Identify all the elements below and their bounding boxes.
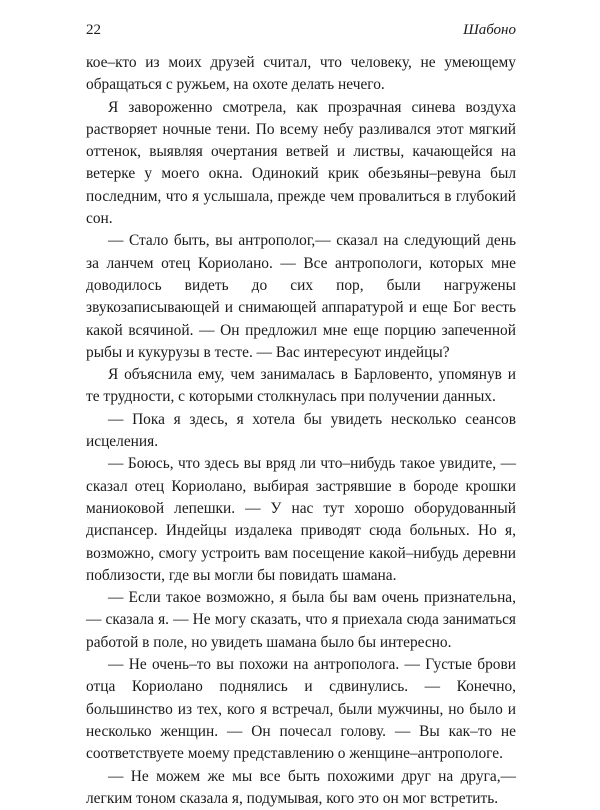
paragraph: Я завороженно смотрела, как прозрачная синева воздуха растворяет ночные тени. По всему небу разливался этот мягкий оттенок, выявляя очертания ветвей и листвы, качающейся на ветерке у моего окна. Одинокий крик обезьяны–ревуна был последним, что я услышала, прежде чем провалиться в глубокий сон. (86, 97, 516, 231)
page-number: 22 (86, 22, 101, 39)
paragraph: — Пока я здесь, я хотела бы увидеть несколько сеансов исцеления. (86, 409, 516, 454)
paragraph: — Если такое возможно, я была бы вам очень признательна, — сказала я. — Не могу сказать, что я приехала сюда заниматься работой в поле, но увидеть шамана было бы интересно. (86, 587, 516, 654)
book-title: Шабоно (463, 22, 516, 39)
paragraph: Я объяснила ему, чем занималась в Барловенто, упомянув и те трудности, с которыми столкнулась при получении данных. (86, 364, 516, 409)
paragraph: — Не очень–то вы похожи на антрополога. — Густые брови отца Кориолано поднялись и сдвинулись. — Конечно, большинство из тех, кого я встречал, были мужчины, но было и несколько женщин. — Он почесал голову. — Вы как–то не соответствуете моему представлению о женщине–антропологе. (86, 654, 516, 765)
body-text (86, 52, 516, 810)
paragraph: кое–кто из моих друзей считал, что человеку, не умеющему обращаться с ружьем, на охоте делать нечего. (86, 52, 516, 97)
paragraph: — Боюсь, что здесь вы вряд ли что–нибудь такое увидите, — сказал отец Кориолано, выбирая застрявшие в бороде крошки маниоковой лепешки. — У нас тут хорошо оборудованный диспансер. Индейцы издалека приводят сюда больных. Но я, возможно, смогу устроить вам посещение какой–нибудь деревни поблизости, где вы могли бы повидать шамана. (86, 453, 516, 587)
paragraph: — Стало быть, вы антрополог,— сказал на следующий день за ланчем отец Кориолано. — Все антропологи, которых мне доводилось видеть до сих пор, были нагружены звукозаписывающей и снимающей аппаратурой и еще Бог весть какой всячиной. — Он предложил мне еще порцию запеченной рыбы и кукурузы в тесте. — Вас интересуют индейцы? (86, 230, 516, 364)
paragraph: — Не можем же мы все быть похожими друг на друга,— легким тоном сказала я, подумывая, кого это он мог встретить. (86, 766, 516, 810)
running-head (86, 22, 516, 44)
